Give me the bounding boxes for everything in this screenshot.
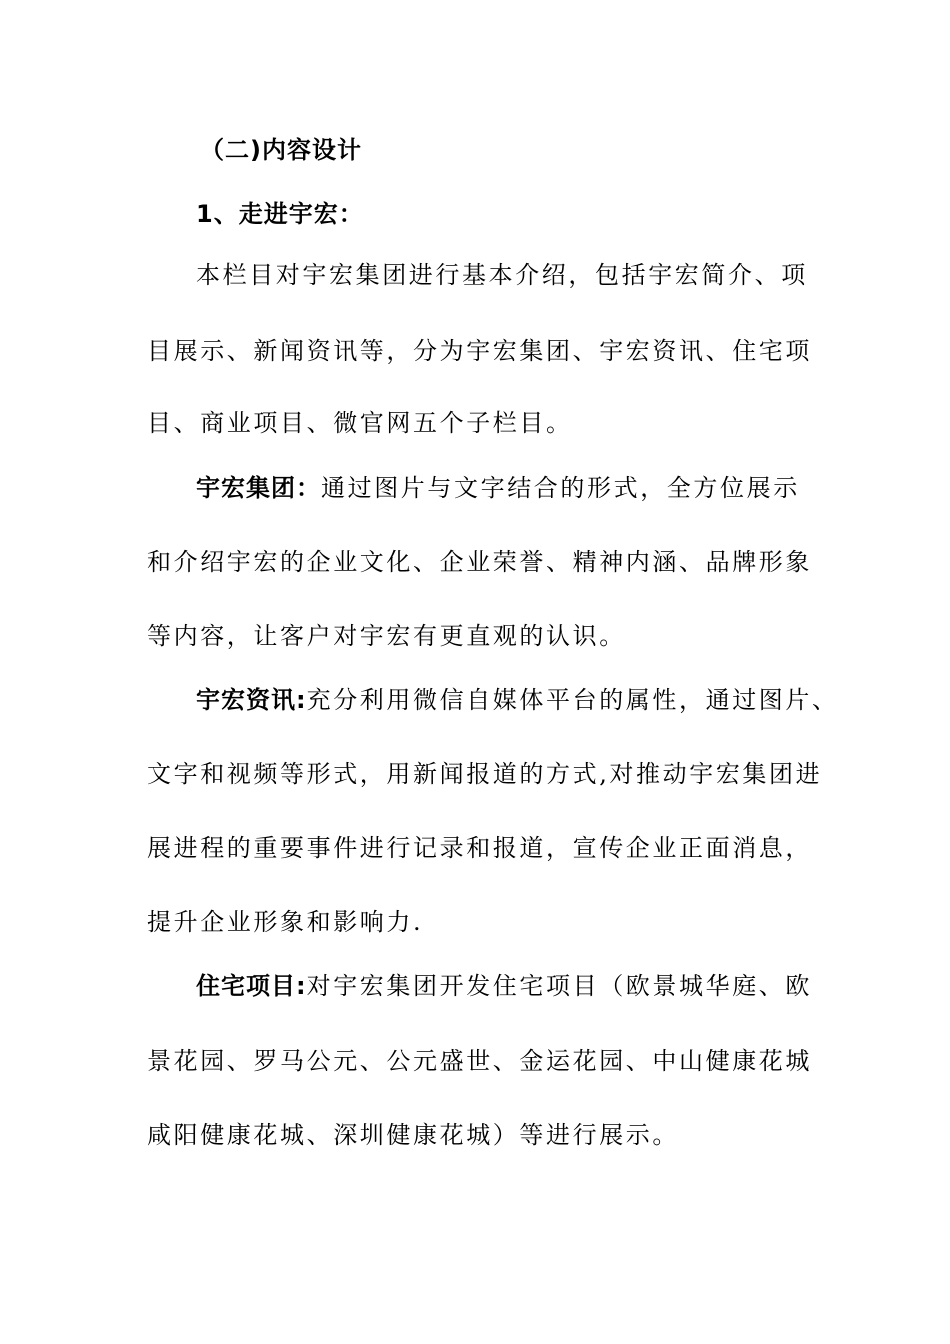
- section-heading: （二)内容设计: [200, 136, 362, 164]
- subheading: 1、走进宇宏：: [196, 200, 364, 228]
- news-text-1: 充分利用微信自媒体平台的属性，通过图片、: [306, 686, 839, 714]
- news-line-2: 文字和视频等形式，用新闻报道的方式,对推动宇宏集团进: [147, 760, 823, 788]
- residential-line-1: [196, 971, 876, 1001]
- group-line-3: 等内容，让客户对宇宏有更直观的认识。: [147, 622, 626, 650]
- residential-line-2: 景花园、罗马公元、公元盛世、金运花园、中山健康花城: [147, 1047, 812, 1075]
- news-line-3: 展进程的重要事件进行记录和报道，宣传企业正面消息，: [147, 834, 812, 862]
- group-label: 宇宏集团：: [196, 474, 321, 502]
- news-line-1: [196, 685, 876, 715]
- group-text-1: 通过图片与文字结合的形式，全方位展示: [321, 474, 800, 502]
- group-line-2: 和介绍宇宏的企业文化、企业荣誉、精神内涵、品牌形象: [147, 548, 812, 576]
- group-line-1: [196, 473, 876, 503]
- residential-text-1: 对宇宏集团开发住宅项目（欧景城华庭、欧: [306, 972, 813, 1000]
- intro-line-2: 目展示、新闻资讯等，分为宇宏集团、宇宏资讯、住宅项: [147, 337, 812, 365]
- news-line-4: 提升企业形象和影响力.: [147, 908, 424, 936]
- intro-line-3: 目、商业项目、微官网五个子栏目。: [147, 409, 573, 437]
- intro-line-1: 本栏目对宇宏集团进行基本介绍，包括宇宏简介、项: [196, 261, 808, 289]
- news-label: 宇宏资讯:: [196, 686, 307, 714]
- residential-label: 住宅项目:: [196, 972, 307, 1000]
- residential-line-3: 咸阳健康花城、深圳健康花城）等进行展示。: [147, 1121, 679, 1149]
